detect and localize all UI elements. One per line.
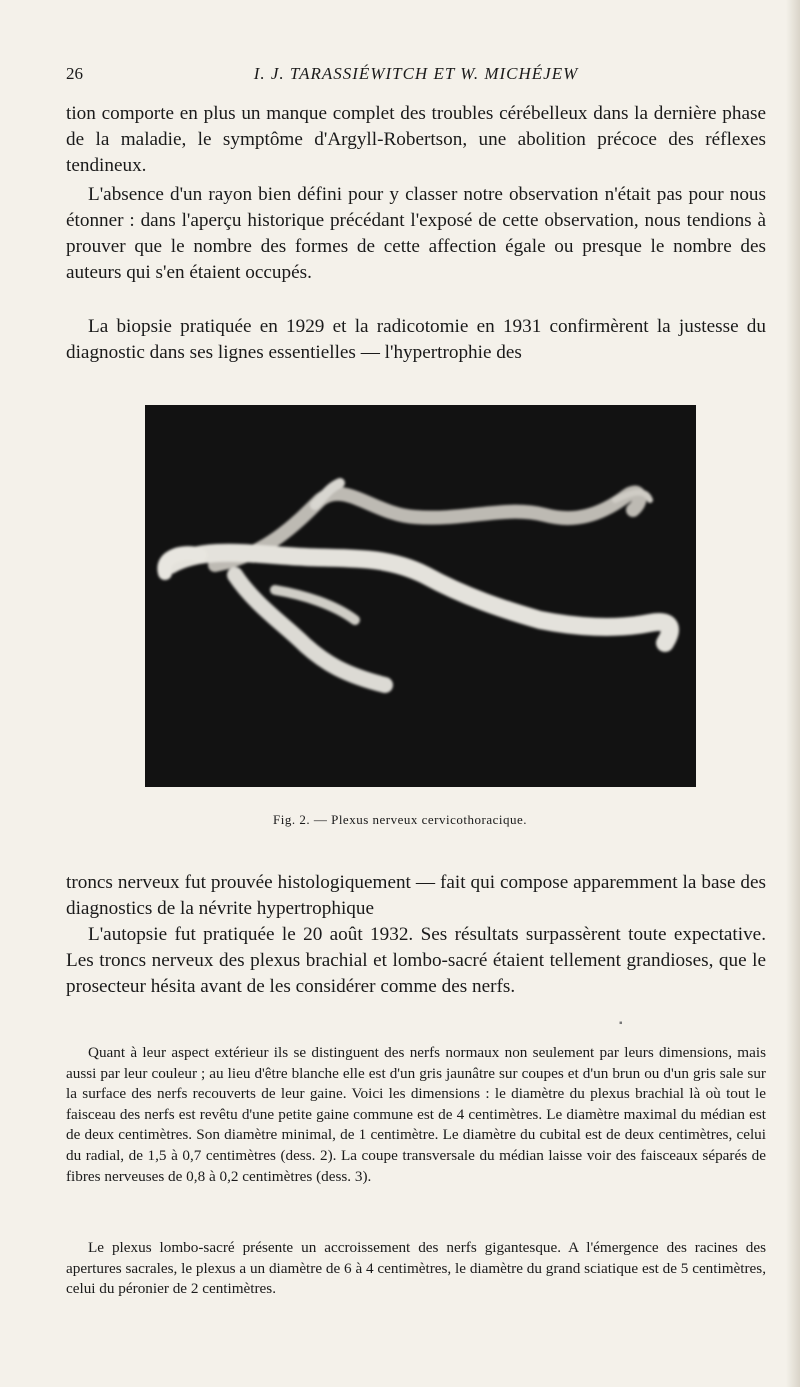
small-paragraph-aspect: Quant à leur aspect extérieur ils se distinguent des nerfs normaux non seulement par leurs dimensions, mais aussi par leur couleur ; au lieu d'être blanche elle est d'un gris jaunâtre sur coupes et d'un brun ou d'un gris sale sur la surface des nerfs recouverts de leur gaine. Voici les dimensions : le diamètre du plexus brachial là où tout le faisceau des nerfs est revêtu d'une petite gaine commune est de 4 centimètres. Le diamètre maximal du médian est de deux centimètres. Son diamètre minimal, de 1 centimètre. Le diamètre du cubital est de deux centimètres, celui du radial, de 1,5 à 0,7 centimètres (dess. 2). La coupe transversale du médian laisse voir des faisceaux séparés de fibres nerveuses de 0,8 à 0,2 centimètres (dess. 3). [66,1044,766,1185]
paragraph-biopsie: La biopsie pratiquée en 1929 et la radicotomie en 1931 confirmèrent la justesse du diagnostic dans ses lignes essentielles — l'hypertrophie des [66,316,766,363]
page-number: 26 [66,64,83,83]
stray-mark: ▪ [619,1018,623,1029]
paragraph-continued: tion comporte en plus un manque complet des troubles cérébelleux dans la dernière phase de la maladie, le symptôme d'Argyll-Robertson, une abolition précoce des réflexes tendineux. [66,103,766,176]
paragraph-autopsie: L'autopsie fut pratiquée le 20 août 1932. Ses résultats surpassèrent toute expectative. Les troncs nerveux des plexus brachial et lombo-sacré étaient tellement grandioses, que le prosecteur hésita avant de les considérer comme des nerfs. [66,924,766,997]
nerve-plexus-illustration [145,405,696,787]
paragraph-troncs: troncs nerveux fut prouvée histologiquement — fait qui compose apparemment la base des diagnostics de la névrite hypertrophique [66,872,766,919]
paragraph-absence: L'absence d'un rayon bien défini pour y classer notre observation n'était pas pour nous étonner : dans l'aperçu historique précédant l'exposé de cette observation, nous tendions à prouver que le nombre des formes de cette affection égale ou presque le nombre des auteurs qui s'en étaient occupés. [66,184,766,283]
running-title: I. J. TARASSIÉWITCH ET W. MICHÉJEW [253,64,579,83]
running-header [66,64,766,88]
figure-nerve-plexus-photo [145,405,696,787]
figure-caption: Fig. 2. — Plexus nerveux cervicothoracique. [273,812,527,827]
page-edge-shadow [786,0,800,1387]
small-paragraph-plexus-lombo-sacre: Le plexus lombo-sacré présente un accroissement des nerfs gigantesque. A l'émergence des racines des apertures sacrales, le plexus a un diamètre de 6 à 4 centimètres, le diamètre du grand sciatique est de 5 centimètres, celui du péronier de 2 centimètres. [66,1239,766,1298]
